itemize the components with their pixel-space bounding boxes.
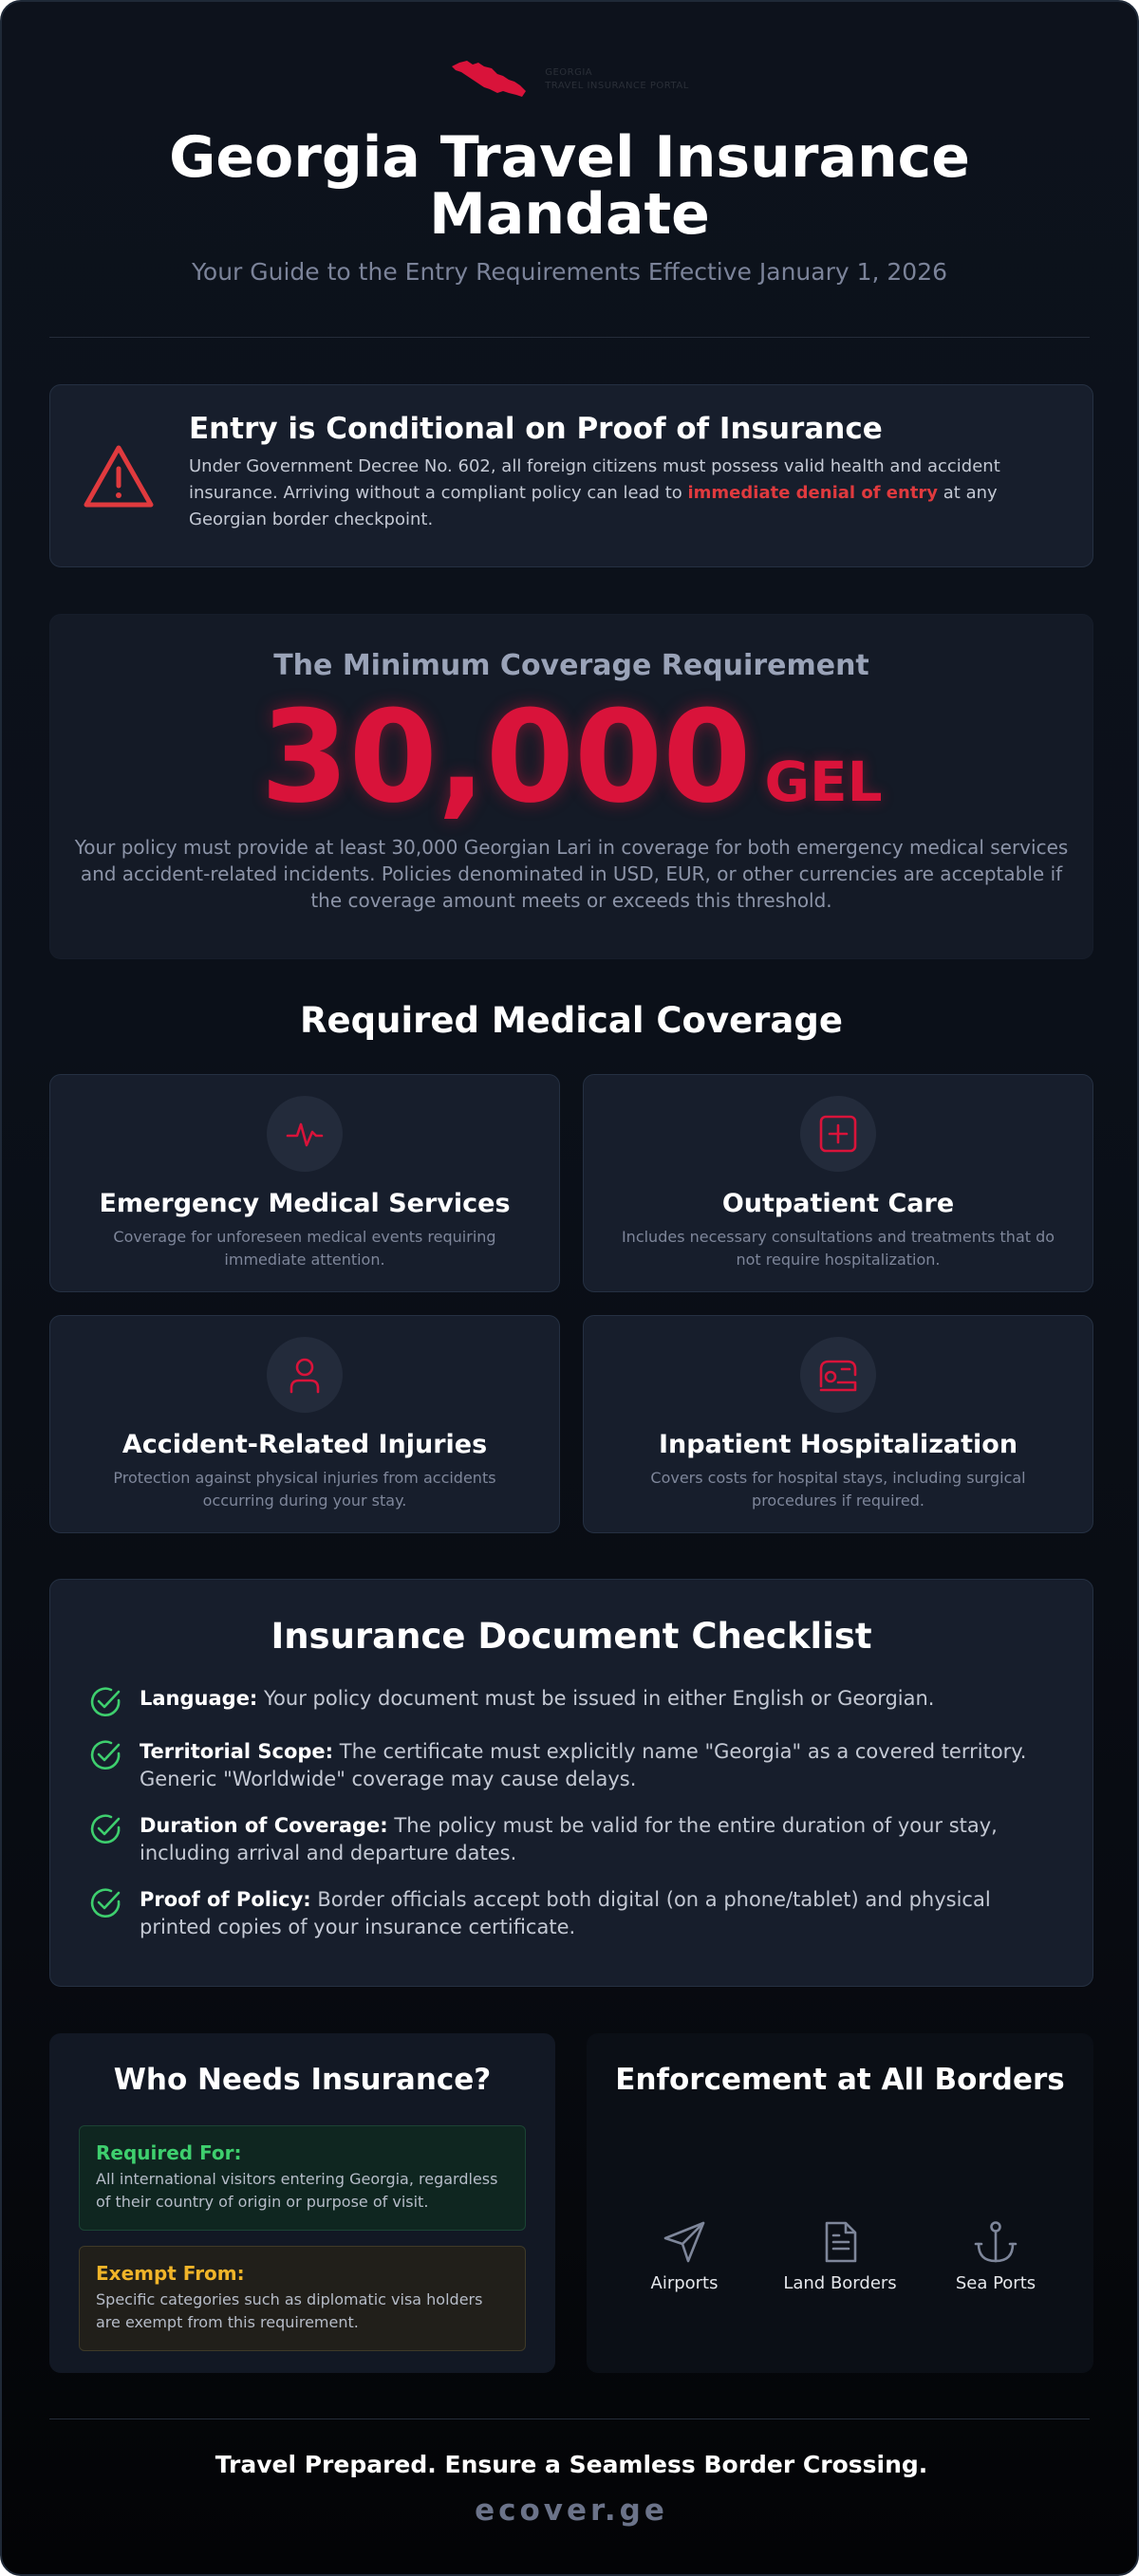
- who-title: Who Needs Insurance?: [113, 2063, 492, 2097]
- checklist-text: [140, 1812, 1037, 1867]
- alert-text-after: at any Georgian border checkpoint.: [189, 483, 998, 529]
- alert-highlight: immediate denial of entry: [687, 483, 939, 503]
- checklist-items: [50, 1685, 1092, 1941]
- logo-text: [545, 66, 689, 93]
- logo-line: GEORGIA: [545, 67, 593, 78]
- feature-name: Emergency Medical Services: [99, 1189, 511, 1218]
- checklist-text: [140, 1886, 1037, 1941]
- feature-desc: Covers costs for hospital stays, including surgical procedures if required.: [650, 1469, 1026, 1510]
- enforcement-label: Sea Ports: [955, 2273, 1036, 2293]
- alert-text-before: Under Government Decree No. 602, all foreign citizens must possess valid health and accident insurance. Arriving without a compliant policy can lead to: [189, 456, 1000, 503]
- checklist-card: [49, 1579, 1093, 1987]
- check-circle-icon: [88, 1812, 122, 1846]
- enforcement-label: Land Borders: [783, 2273, 897, 2293]
- checklist-item: [88, 1685, 1037, 1719]
- enforcement-point: [924, 2218, 1067, 2293]
- checklist-detail: The certificate must explicitly name "Georgia" as a covered territory. Generic "Worldwide" coverage may cause delays.: [140, 1740, 1027, 1790]
- logo-line: TRAVEL INSURANCE PORTAL: [545, 81, 689, 91]
- footer-tagline: Travel Prepared. Ensure a Seamless Border Crossing.: [215, 2451, 928, 2478]
- exempt-from-box: [79, 2246, 526, 2351]
- feature-desc: Protection against physical injuries from accidents occurring during your stay.: [113, 1469, 496, 1510]
- coverage-figure: [50, 683, 1092, 831]
- feature-desc: Coverage for unforeseen medical events requiring immediate attention.: [113, 1228, 496, 1269]
- medical-section-title: Required Medical Coverage: [300, 1000, 843, 1041]
- enforcement-point: [769, 2218, 911, 2293]
- alert-text: [189, 454, 1062, 533]
- check-circle-icon: [88, 1738, 122, 1772]
- logo: [2, 57, 1137, 102]
- check-circle-icon: [88, 1886, 122, 1920]
- checklist-label: Duration of Coverage:: [140, 1814, 388, 1837]
- feature-name: Inpatient Hospitalization: [658, 1430, 1018, 1459]
- person-icon: [267, 1337, 343, 1413]
- checklist-label: Language:: [140, 1687, 258, 1710]
- check-circle-icon: [88, 1685, 122, 1719]
- checklist-item: [88, 1812, 1037, 1867]
- checklist-text: [140, 1738, 1037, 1793]
- feature-name: Outpatient Care: [721, 1189, 955, 1218]
- exempt-heading: Exempt From:: [96, 2262, 245, 2285]
- checklist-item: [88, 1738, 1037, 1793]
- feature-desc: Includes necessary consultations and treatments that do not require hospitalization.: [621, 1228, 1055, 1269]
- page-title-text: Georgia Travel Insurance Mandate: [169, 124, 970, 248]
- feature-card: [583, 1315, 1093, 1533]
- required-text: All international visitors entering Georgia, regardless of their country of origin or purpose of visit.: [96, 2170, 498, 2211]
- checklist-detail: Border officials accept both digital (on a phone/tablet) and physical printed copies of your insurance certificate.: [140, 1888, 991, 1938]
- header: [2, 2, 1137, 286]
- enforcement-card: [587, 2033, 1093, 2373]
- checklist-title: Insurance Document Checklist: [271, 1616, 872, 1657]
- hospital-bed-icon: [800, 1337, 876, 1413]
- coverage-unit: GEL: [764, 750, 883, 814]
- enforcement-point: [613, 2218, 756, 2293]
- divider: [49, 337, 1090, 338]
- feature-card: [583, 1074, 1093, 1292]
- warning-triangle-icon: [83, 442, 155, 514]
- required-heading: Required For:: [96, 2141, 242, 2164]
- divider: [49, 2418, 1090, 2419]
- feature-name: Accident-Related Injuries: [121, 1430, 488, 1459]
- checklist-detail: Your policy document must be issued in either English or Georgian.: [257, 1687, 935, 1710]
- medical-cross-icon: [800, 1096, 876, 1172]
- checklist-detail: The policy must be valid for the entire duration of your stay, including arrival and departure dates.: [140, 1814, 998, 1864]
- page-title: [2, 124, 1137, 248]
- required-for-box: [79, 2125, 526, 2231]
- coverage-amount: 30,000: [260, 683, 752, 831]
- paper-plane-icon: [613, 2218, 756, 2266]
- alert-title: Entry is Conditional on Proof of Insurance: [189, 412, 883, 446]
- alert-body: [189, 412, 1062, 533]
- page-subtitle: Your Guide to the Entry Requirements Effective January 1, 2026: [191, 258, 948, 286]
- checklist-item: [88, 1886, 1037, 1941]
- document-icon: [769, 2218, 911, 2266]
- who-needs-card: [49, 2033, 555, 2373]
- feature-card: [49, 1315, 560, 1533]
- feature-card: [49, 1074, 560, 1292]
- checklist-label: Proof of Policy:: [140, 1888, 311, 1911]
- exempt-text: Specific categories such as diplomatic visa holders are exempt from this requirement.: [96, 2290, 483, 2331]
- anchor-icon: [924, 2218, 1067, 2266]
- checklist-text: [140, 1685, 934, 1713]
- footer-brand: ecover.ge: [475, 2493, 668, 2528]
- coverage-card: [49, 614, 1093, 959]
- coverage-text: Your policy must provide at least 30,000 Georgian Lari in coverage for both emergency medical services and accident-related incidents. Policies denominated in USD, EUR, or other currencies are acceptable if the coverage amount meets or exceeds this threshold.: [74, 836, 1069, 912]
- enforcement-points: [588, 2218, 1092, 2293]
- pulse-icon: [267, 1096, 343, 1172]
- checklist-label: Territorial Scope:: [140, 1740, 334, 1763]
- coverage-label: The Minimum Coverage Requirement: [273, 649, 869, 682]
- enforcement-label: Airports: [650, 2273, 719, 2293]
- georgia-map-icon: [450, 59, 528, 101]
- entry-alert-card: [49, 384, 1093, 567]
- enforcement-title: Enforcement at All Borders: [615, 2063, 1065, 2097]
